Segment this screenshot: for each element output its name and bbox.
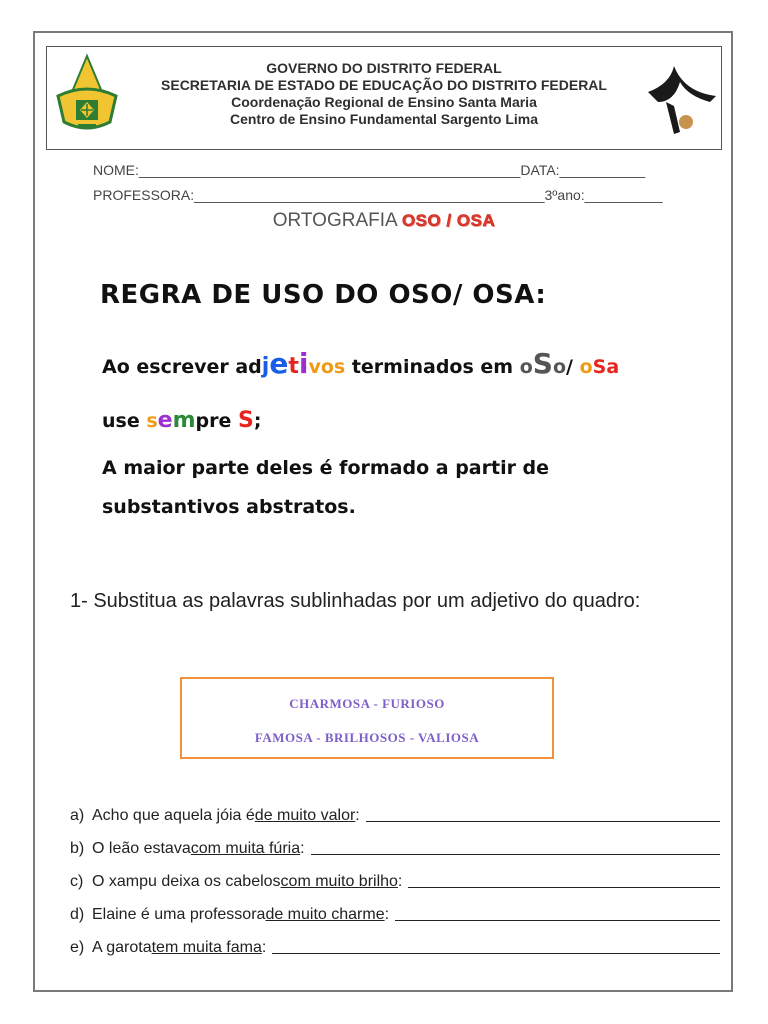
- answer-underlined: de muito valor: [254, 807, 356, 824]
- rule-letter: j: [261, 354, 270, 379]
- answer-blank-line[interactable]: [395, 919, 720, 921]
- rule-text: use: [102, 410, 147, 432]
- answer-row-b: [70, 825, 720, 858]
- rule-title: REGRA DE USO DO OSO/ OSA:: [100, 280, 547, 310]
- header-line-4: Centro de Ensino Fundamental Sargento Lima: [229, 111, 539, 127]
- answer-blank-line[interactable]: [272, 952, 720, 954]
- nome-data-line[interactable]: NOME:_________________________________________________DATA:___________: [93, 162, 646, 178]
- header-text: [128, 60, 640, 128]
- answer-letter: c): [70, 873, 84, 890]
- header-line-1: GOVERNO DO DISTRITO FEDERAL: [266, 60, 502, 76]
- rule-text: pre: [195, 410, 238, 432]
- answer-colon: :: [384, 906, 390, 923]
- rule-letter: vos: [308, 356, 346, 378]
- word-box-line-2: FAMOSA - BRILHOSOS - VALIOSA: [254, 730, 480, 745]
- answer-underlined: tem muita fama: [151, 939, 262, 956]
- word-box: [180, 677, 554, 759]
- question-1: 1- Substitua as palavras sublinhadas por um adjetivo do quadro:: [70, 590, 641, 612]
- rule-letter: S: [532, 347, 553, 380]
- header-line-3: Coordenação Regional de Ensino Santa Maria: [231, 94, 537, 110]
- rule-letter: t: [288, 354, 299, 379]
- rule-text: ;: [253, 410, 262, 432]
- answer-row-c: [70, 858, 720, 891]
- rule-letter: o: [519, 356, 533, 378]
- rule-letter: s: [146, 410, 158, 432]
- rule-letter: e: [157, 408, 173, 433]
- rule-letter: m: [172, 408, 196, 433]
- answer-letter: a): [70, 807, 85, 824]
- answer-text: O leão estava: [92, 840, 191, 857]
- answer-colon: :: [355, 807, 360, 824]
- rule-letter: S: [592, 356, 607, 378]
- answer-text: Acho que aquela jóia é: [92, 807, 255, 824]
- rule-line-3: A maior parte deles é formado a partir de: [102, 457, 550, 479]
- answer-letter: b): [70, 840, 85, 857]
- rule-letter: o: [552, 356, 566, 378]
- answer-colon: :: [261, 939, 267, 956]
- answer-underlined: com muita fúria: [190, 840, 301, 857]
- answer-colon: :: [300, 840, 305, 857]
- answer-text: Elaine é uma professora: [92, 906, 266, 923]
- answer-colon: :: [397, 873, 403, 890]
- rule-letter: o: [579, 356, 593, 378]
- subject-highlight: OSO / OSA: [401, 211, 496, 230]
- answer-row-e: [70, 924, 720, 957]
- header-line-2: SECRETARIA DE ESTADO DE EDUCAÇÃO DO DISTRITO FEDERAL: [161, 77, 607, 93]
- answer-list: [70, 792, 720, 957]
- school-logo-icon: [644, 62, 720, 142]
- rule-text: terminados em: [345, 356, 520, 378]
- rule-letter: i: [298, 347, 309, 380]
- answer-blank-line[interactable]: [408, 886, 720, 888]
- answer-row-d: [70, 891, 720, 924]
- rule-line-4: substantivos abstratos.: [102, 496, 356, 518]
- rule-letter: S: [238, 408, 254, 433]
- rule-text: /: [566, 356, 580, 378]
- word-box-line-1: CHARMOSA - FURIOSO: [289, 696, 445, 711]
- rule-line-1: [102, 347, 619, 380]
- answer-row-a: [70, 792, 720, 825]
- rule-letter: e: [269, 347, 289, 380]
- answer-underlined: com muito brilho: [280, 873, 398, 890]
- subject-title: [0, 210, 768, 232]
- answer-letter: e): [70, 939, 85, 956]
- answer-blank-line[interactable]: [366, 820, 720, 822]
- subject-label: ORTOGRAFIA: [272, 210, 397, 231]
- answer-blank-line[interactable]: [311, 853, 720, 855]
- professora-ano-line[interactable]: PROFESSORA:_____________________________________________3ºano:__________: [93, 187, 663, 203]
- rule-line-2: [102, 408, 261, 433]
- answer-text: A garota: [92, 939, 152, 956]
- answer-underlined: de muito charme: [265, 906, 385, 923]
- rule-letter: a: [606, 356, 620, 378]
- answer-letter: d): [70, 906, 85, 923]
- df-brasao-logo-icon: [52, 52, 122, 142]
- answer-text: O xampu deixa os cabelos: [92, 873, 281, 890]
- rule-text: Ao escrever ad: [102, 356, 262, 378]
